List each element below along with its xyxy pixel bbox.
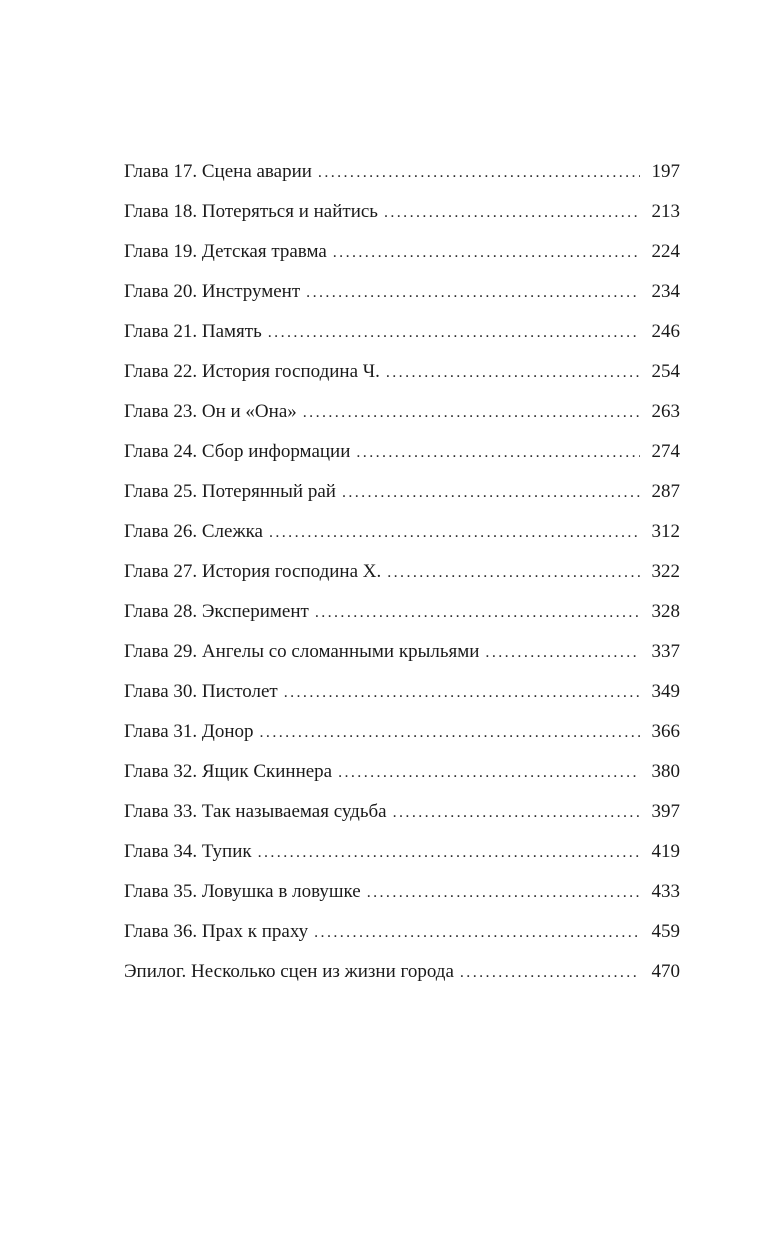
toc-entry-page: 349 (651, 681, 680, 702)
toc-entry-title: Глава 19. Детская травма (124, 241, 327, 262)
toc-entry-title: Эпилог. Несколько сцен из жизни города (124, 961, 454, 982)
toc-entry-title: Глава 27. История господина Х. (124, 561, 382, 582)
dot-leader (258, 839, 640, 867)
toc-entry (124, 918, 680, 958)
toc-entry-title: Глава 34. Тупик (124, 841, 252, 862)
toc-entry (124, 158, 680, 198)
dot-leader (268, 319, 640, 347)
dot-leader (318, 159, 640, 187)
toc-entry-title: Глава 36. Прах к праху (124, 921, 309, 942)
dot-leader (315, 599, 640, 627)
toc-entry-page: 433 (651, 881, 680, 902)
toc-entry-title: Глава 32. Ящик Скиннера (124, 761, 333, 782)
dot-leader (387, 559, 640, 587)
dot-leader (393, 799, 640, 827)
dot-leader (306, 279, 640, 307)
dot-leader (367, 879, 640, 907)
toc-entry (124, 318, 680, 358)
toc-entry (124, 558, 680, 598)
dot-leader (342, 479, 640, 507)
toc-entry-page: 312 (651, 521, 680, 542)
toc-entry-title: Глава 22. История господина Ч. (124, 361, 380, 382)
toc-entry-title: Глава 35. Ловушка в ловушке (124, 881, 361, 902)
toc-entry-title: Глава 20. Инструмент (124, 281, 301, 302)
dot-leader (333, 239, 640, 267)
toc-entry-page: 287 (651, 481, 680, 502)
toc-entry (124, 278, 680, 318)
dot-leader (485, 639, 640, 667)
toc-entry (124, 718, 680, 758)
toc-entry-title: Глава 18. Потеряться и найтись (124, 201, 378, 222)
dot-leader (460, 959, 640, 987)
toc-entry-title: Глава 29. Ангелы со сломанными крыльями (124, 641, 480, 662)
toc-entry (124, 598, 680, 638)
toc-entry-page: 470 (651, 961, 680, 982)
toc-entry-title: Глава 26. Слежка (124, 521, 263, 542)
toc-entry (124, 758, 680, 798)
toc-entry (124, 478, 680, 518)
dot-leader (384, 199, 640, 227)
table-of-contents (124, 158, 680, 998)
toc-entry-title: Глава 21. Память (124, 321, 262, 342)
toc-entry-page: 459 (651, 921, 680, 942)
toc-entry-title: Глава 28. Эксперимент (124, 601, 309, 622)
toc-entry-title: Глава 24. Сбор информации (124, 441, 351, 462)
toc-entry (124, 438, 680, 478)
dot-leader (356, 439, 640, 467)
toc-entry-page: 322 (651, 561, 680, 582)
toc-entry-page: 328 (651, 601, 680, 622)
toc-entry-title: Глава 31. Донор (124, 721, 254, 742)
dot-leader (284, 679, 640, 707)
dot-leader (260, 719, 640, 747)
toc-entry-page: 263 (651, 401, 680, 422)
toc-entry (124, 638, 680, 678)
toc-entry (124, 198, 680, 238)
toc-entry-title: Глава 30. Пистолет (124, 681, 278, 702)
toc-entry (124, 798, 680, 838)
toc-entry (124, 838, 680, 878)
toc-entry-page: 274 (651, 441, 680, 462)
toc-entry (124, 518, 680, 558)
toc-entry (124, 398, 680, 438)
toc-entry-page: 397 (651, 801, 680, 822)
toc-entry (124, 358, 680, 398)
toc-entry-page: 246 (651, 321, 680, 342)
toc-entry-title: Глава 25. Потерянный рай (124, 481, 336, 502)
toc-entry-title: Глава 17. Сцена аварии (124, 161, 312, 182)
dot-leader (338, 759, 640, 787)
toc-entry-page: 254 (651, 361, 680, 382)
toc-entry (124, 678, 680, 718)
dot-leader (269, 519, 640, 547)
toc-entry (124, 958, 680, 998)
toc-entry-page: 337 (651, 641, 680, 662)
dot-leader (314, 919, 640, 947)
toc-entry (124, 878, 680, 918)
toc-entry-page: 366 (651, 721, 680, 742)
toc-entry-page: 224 (651, 241, 680, 262)
toc-entry-page: 380 (651, 761, 680, 782)
dot-leader (303, 399, 640, 427)
toc-entry-page: 419 (651, 841, 680, 862)
toc-entry-title: Глава 33. Так называемая судьба (124, 801, 387, 822)
dot-leader (386, 359, 640, 387)
toc-entry-page: 234 (651, 281, 680, 302)
toc-entry (124, 238, 680, 278)
toc-entry-page: 213 (651, 201, 680, 222)
toc-entry-page: 197 (651, 161, 680, 182)
toc-entry-title: Глава 23. Он и «Она» (124, 401, 297, 422)
